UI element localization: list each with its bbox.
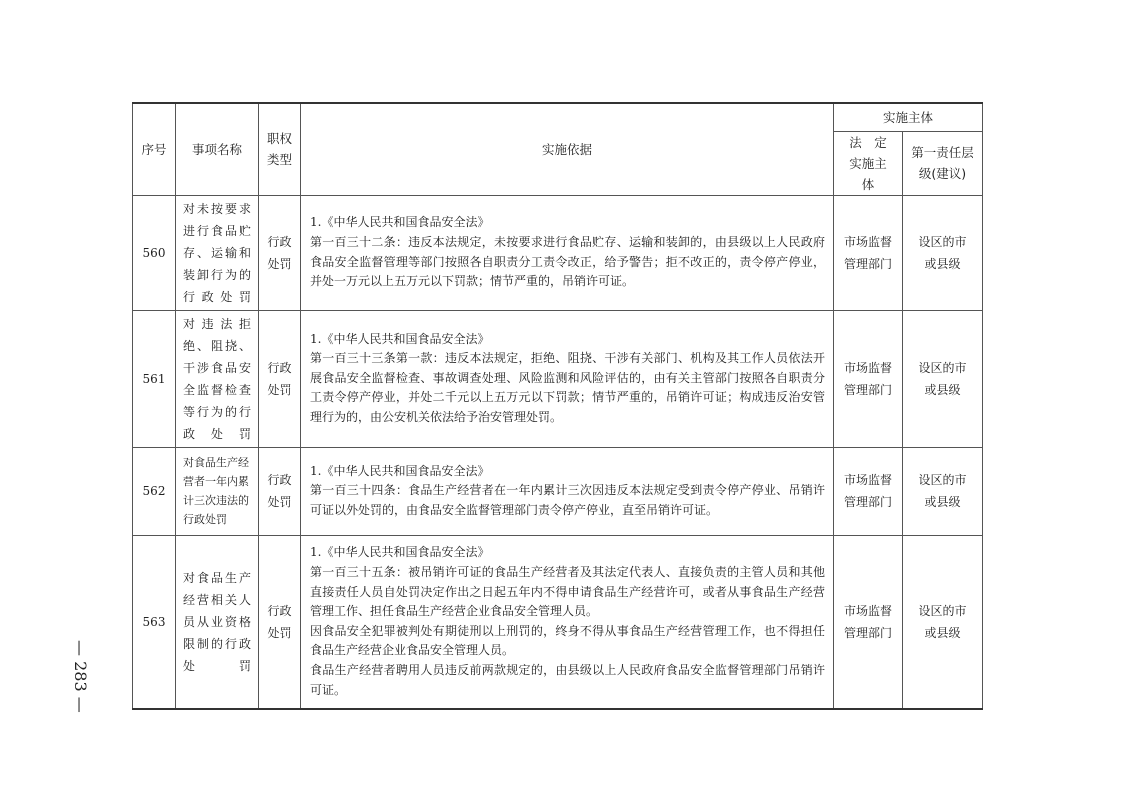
basis-law: 1.《中华人民共和国食品安全法》 [310, 463, 490, 478]
row-org: 市场监督管理部门 [834, 310, 903, 447]
table-row [133, 195, 983, 310]
header-row-1 [133, 103, 983, 131]
basis-article: 第一百三十三条第一款：违反本法规定，拒绝、阻挠、干涉有关部门、机构及其工作人员依法开展食品安全监督检查、事故调查处理、风险监测和风险评估的，由有关主管部门按照各自职责分工责令停产停业，并处二千元以上五万元以下罚款；情节严重的，吊销许可证；构成违反治安管理行为的，由公安机关依法给予治安管理处罚。 [310, 351, 825, 424]
header-name: 事项名称 [176, 103, 259, 195]
row-name: 对食品生产经营相关人员从业资格限制的行政处罚 [176, 535, 259, 709]
basis-law: 1.《中华人民共和国食品安全法》 [310, 215, 490, 230]
row-level: 设区的市或县级 [903, 195, 983, 310]
row-level: 设区的市或县级 [903, 535, 983, 709]
row-basis [301, 447, 834, 535]
table-row [133, 535, 983, 709]
row-basis [301, 195, 834, 310]
header-seq: 序号 [133, 103, 176, 195]
row-seq: 562 [133, 447, 176, 535]
row-basis [301, 310, 834, 447]
row-org: 市场监督管理部门 [834, 447, 903, 535]
header-first-level: 第一责任层级(建议) [903, 131, 983, 195]
row-level: 设区的市或县级 [903, 447, 983, 535]
row-seq: 561 [133, 310, 176, 447]
items-table [132, 102, 983, 710]
basis-paragraph: 食品生产经营者聘用人员违反前两款规定的，由县级以上人民政府食品安全监督管理部门吊销许可证。 [310, 662, 825, 697]
page-number: — 283 — [71, 640, 90, 713]
row-level: 设区的市或县级 [903, 310, 983, 447]
row-seq: 560 [133, 195, 176, 310]
row-type: 行政处罚 [259, 310, 301, 447]
table-row [133, 447, 983, 535]
row-seq: 563 [133, 535, 176, 709]
basis-article: 第一百三十五条：被吊销许可证的食品生产经营者及其法定代表人、直接负责的主管人员和其他直接责任人员自处罚决定作出之日起五年内不得申请食品生产经营许可，或者从事食品生产经营管理工作、担任食品生产经营企业食品安全管理人员。 [310, 564, 825, 619]
row-type: 行政处罚 [259, 447, 301, 535]
basis-article: 第一百三十四条：食品生产经营者在一年内累计三次因违反本法规定受到责令停产停业、吊销许可证以外处罚的，由食品安全监督管理部门责令停产停业，直至吊销许可证。 [310, 483, 825, 517]
header-subject: 实施主体 [834, 103, 983, 131]
header-type: 职权类型 [259, 103, 301, 195]
row-name: 对食品生产经营者一年内累计三次违法的行政处罚 [176, 447, 259, 535]
header-basis: 实施依据 [301, 103, 834, 195]
basis-law: 1.《中华人民共和国食品安全法》 [310, 331, 490, 346]
row-org: 市场监督管理部门 [834, 195, 903, 310]
row-type: 行政处罚 [259, 535, 301, 709]
header-legal-subject: 法 定实施主体 [834, 131, 903, 195]
row-name: 对违法拒绝、阻挠、干涉食品安全监督检查等行为的行政处罚 [176, 310, 259, 447]
row-name: 对未按要求进行食品贮存、运输和装卸行为的行政处罚 [176, 195, 259, 310]
row-org: 市场监督管理部门 [834, 535, 903, 709]
basis-law: 1.《中华人民共和国食品安全法》 [310, 545, 490, 560]
row-type: 行政处罚 [259, 195, 301, 310]
row-basis [301, 535, 834, 709]
basis-article: 第一百三十二条：违反本法规定，未按要求进行食品贮存、运输和装卸的，由县级以上人民政府食品安全监督管理等部门按照各自职责分工责令改正，给予警告；拒不改正的，责令停产停业，并处一万元以上五万元以下罚款；情节严重的，吊销许可证。 [310, 234, 825, 289]
basis-paragraph: 因食品安全犯罪被判处有期徒刑以上刑罚的，终身不得从事食品生产经营管理工作，也不得担任食品生产经营企业食品安全管理人员。 [310, 623, 825, 658]
table-row [133, 310, 983, 447]
